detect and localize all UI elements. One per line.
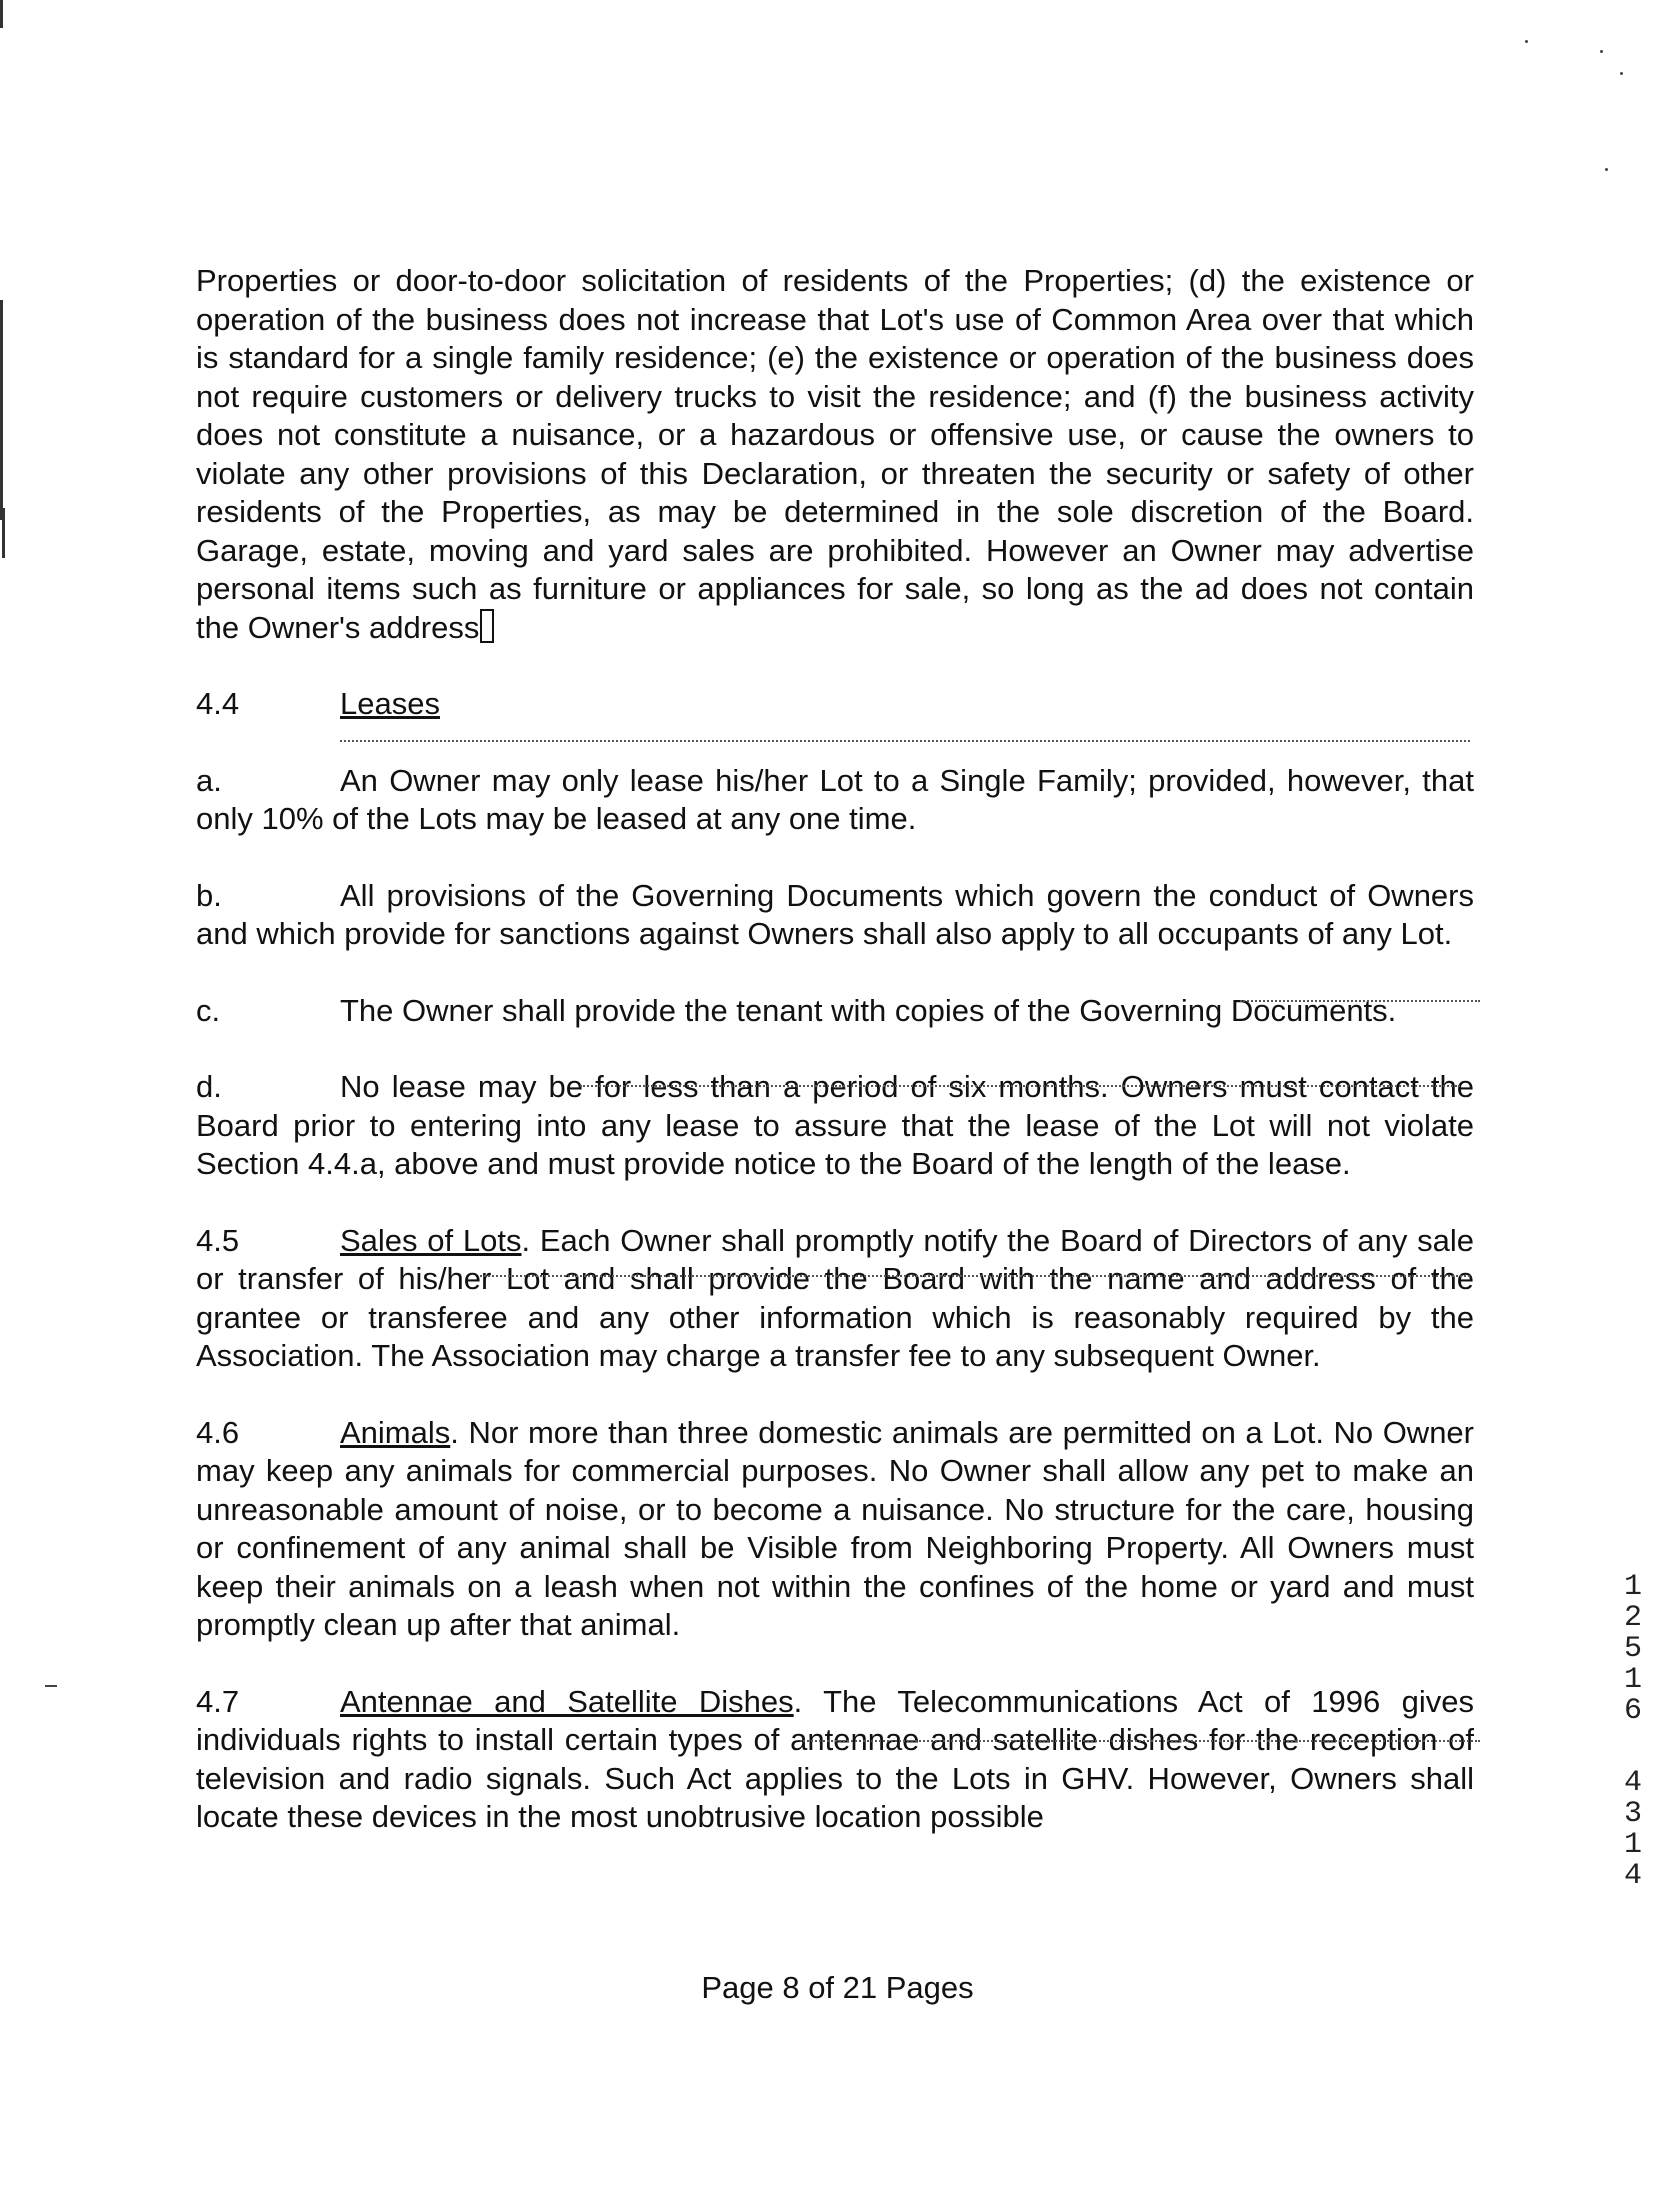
stamp-digit: 5 — [1623, 1632, 1642, 1666]
clause-label: b. — [196, 877, 222, 913]
intro-text: Properties or door-to-door solicitation of residents of the Properties; (d) the existence or operation of the business does not increase that Lot's use of Common Area over that which is standard for a single family residence; (e) the existence or operation of the business does not require customers or delivery trucks to visit the residence; and (f) the business activity does not constitute a nuisance, or a hazardous or offensive use, or cause the owners to violate any other provisions of this Declaration, or threaten the security or safety of other residents of the Properties, as may be determined in the sole discretion of the Board. Garage, estate, moving and yard sales are prohibited. However an Owner may advertise personal items such as furniture or appliances for sale, so long as the ad does not contain the Owner's address — [196, 263, 1474, 645]
scan-noise — [340, 740, 1470, 744]
clause-text: The Owner shall provide the tenant with copies of the Governing Documents. — [340, 992, 1397, 1028]
section-4-4-heading — [196, 685, 1474, 724]
document-body — [196, 262, 1474, 1837]
section-title: Animals — [340, 1414, 451, 1450]
stamp-digit: 4 — [1623, 1859, 1642, 1893]
scan-speck — [1525, 40, 1528, 43]
scan-edge-mark — [0, 300, 3, 520]
stamp-digit: 1 — [1623, 1828, 1642, 1862]
clause-text: All provisions of the Governing Documents which govern the conduct of Owners and which provide for sanctions against Owners shall also apply to all occupants of any Lot. — [196, 877, 1474, 951]
section-title: Sales of Lots — [340, 1222, 522, 1258]
scan-speck — [45, 1685, 57, 1687]
section-title: Antennae and Satellite Dishes — [340, 1683, 794, 1719]
section-4-5 — [196, 1222, 1474, 1376]
section-number: 4.7 — [196, 1683, 240, 1719]
text-cursor-mark — [480, 609, 494, 643]
scan-edge-mark — [0, 0, 3, 28]
scan-noise — [480, 1275, 1470, 1279]
stamp-digit: 1 — [1623, 1663, 1642, 1697]
section-4-7 — [196, 1683, 1474, 1837]
section-title: Leases — [340, 686, 440, 721]
clause-label: d. — [196, 1069, 222, 1104]
scan-speck — [1600, 50, 1603, 53]
scan-noise — [800, 1740, 1480, 1744]
scan-speck — [1620, 72, 1623, 75]
stamp-digit: 6 — [1623, 1694, 1642, 1728]
margin-stamp-bottom — [1618, 1768, 1648, 1892]
scan-noise — [580, 1085, 1460, 1089]
section-number: 4.5 — [196, 1222, 240, 1258]
clause-label: c. — [196, 992, 221, 1028]
section-4-6 — [196, 1414, 1474, 1645]
section-text: . Each Owner shall promptly notify the Board of Directors of any sale or transfer of his/her Lot and shall provide the Board with the name and address of the grantee or transferee and any other information which is reasonably required by the Association. The Association may charge a transfer fee to any subsequent Owner. — [196, 1222, 1474, 1373]
scan-speck — [1605, 168, 1608, 171]
lease-clause-b — [196, 877, 1474, 954]
section-number: 4.6 — [196, 1414, 240, 1450]
section-text: . Nor more than three domestic animals are permitted on a Lot. No Owner may keep any animals for commercial purposes. No Owner shall allow any pet to make an unreasonable amount of noise, or to become a nuisance. No structure for the care, housing or confinement of any animal shall be Visible from Neighboring Property. All Owners must keep their animals on a leash when not within the confines of the home or yard and must promptly clean up after that animal. — [196, 1414, 1474, 1642]
intro-paragraph — [196, 262, 1474, 647]
lease-clause-a — [196, 762, 1474, 839]
section-number: 4.4 — [196, 686, 240, 721]
scan-edge-mark — [2, 508, 5, 558]
stamp-digit: 4 — [1623, 1766, 1642, 1800]
stamp-digit: 1 — [1623, 1570, 1642, 1604]
stamp-digit: 3 — [1623, 1797, 1642, 1831]
clause-text: No lease may be for less than a period of six months. Owners must contact the Board prior to entering into any lease to assure that the lease of the Lot will not violate Section 4.4.a, above and must provide notice to the Board of the length of the lease. — [196, 1069, 1474, 1181]
margin-stamp-top — [1618, 1572, 1648, 1727]
scan-noise — [1240, 1000, 1480, 1004]
stamp-digit: 2 — [1623, 1601, 1642, 1635]
clause-text: An Owner may only lease his/her Lot to a Single Family; provided, however, that only 10% of the Lots may be leased at any one time. — [196, 762, 1474, 836]
clause-label: a. — [196, 762, 222, 798]
page-footer: Page 8 of 21 Pages — [701, 1970, 974, 2005]
lease-clause-c — [196, 992, 1474, 1031]
section-text: . The Telecommunications Act of 1996 gives individuals rights to install certain types of antennae and satellite dishes for the reception of television and radio signals. Such Act applies to the Lots in GHV. However, Owners shall locate these devices in the most unobtrusive location possible — [196, 1683, 1474, 1834]
